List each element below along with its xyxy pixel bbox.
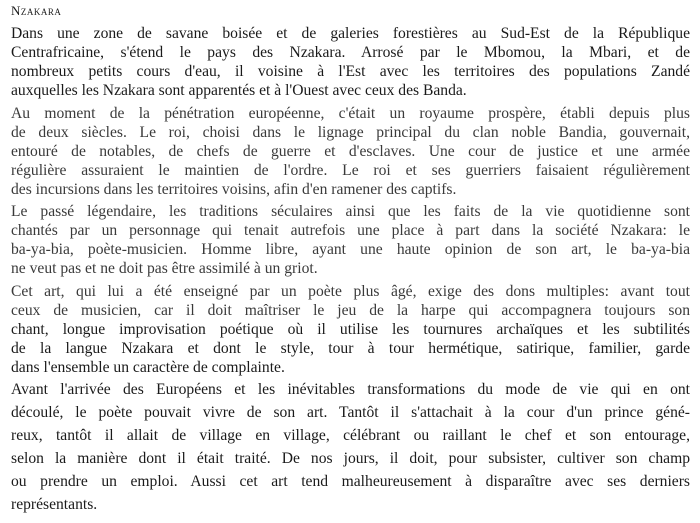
text-line: de la langue Nzakara et dont le style, tour à tour hermétique, satirique, familier, garde: [11, 340, 690, 357]
text-line: représentants.: [11, 496, 98, 513]
text-line: des incursions dans les territoires voisins, afin d'en ramener des captifs.: [11, 181, 457, 198]
text-line: auxquelles les Nzakara sont apparentés et à l'Ouest avec ceux des Banda.: [11, 82, 467, 99]
text-line: de deux siècles. Le roi, choisi dans le lignage principal du clan noble Bandia, gouvernait,: [11, 124, 690, 141]
text-line: Cet art, qui lui a été enseigné par un poète plus âgé, exige des dons multiples: avant tout: [11, 283, 690, 300]
text-line: Dans une zone de savane boisée et de galeries forestières au Sud-Est de la République: [11, 25, 690, 42]
text-line: Centrafricaine, s'étend le pays des Nzakara. Arrosé par le Mbomou, la Mbari, et de: [11, 44, 690, 61]
text-line: selon la manière dont il était traité. De nos jours, il doit, pour subsister, cultiver son champ: [11, 450, 690, 467]
text-line: ceux de musicien, car il doit maîtriser le jeu de la harpe qui accompagnera toujours son: [11, 302, 690, 319]
text-line: Le passé légendaire, les traditions séculaires ainsi que les faits de la vie quotidienne sont: [11, 203, 690, 220]
text-line: ba-ya-bia, poète-musicien. Homme libre, ayant une haute opinion de son art, le ba-ya-bia: [11, 241, 690, 258]
text-line: ou prendre un emploi. Aussi cet art tend malheureusement à disparaître avec ses derniers: [11, 473, 690, 490]
text-line: Au moment de la pénétration européenne, c'était un royaume prospère, établi depuis plus: [11, 105, 690, 122]
text-line: découlé, le poète pouvait vivre de son art. Tantôt il s'attachait à la cour d'un prince géné-: [11, 404, 690, 421]
document-heading: Nzakara: [11, 3, 62, 18]
text-line: chantés par un personnage qui tenait autrefois une place à part dans la société Nzakara: le: [11, 222, 690, 239]
text-line: nombreux petits cours d'eau, il voisine à l'Est avec les territoires des populations Zandé: [11, 63, 690, 80]
text-line: reux, tantôt il allait de village en village, célébrant ou raillant le chef et son entourage,: [11, 427, 690, 444]
text-line: chant, longue improvisation poétique où il utilise les tournures archaïques et les subtilités: [11, 321, 690, 338]
text-line: Avant l'arrivée des Européens et les inévitables transformations du mode de vie qui en ont: [11, 381, 690, 398]
text-line: régulière assuraient le maintien de l'ordre. Le roi et ses guerriers faisaient régulièrement: [11, 162, 690, 179]
text-line: dans l'ensemble un caractère de complainte.: [11, 359, 285, 376]
text-line: ne veut pas et ne doit pas être assimilé à un griot.: [11, 260, 318, 277]
text-line: entouré de notables, de chefs de guerre et d'esclaves. Une cour de justice et une armée: [11, 143, 690, 160]
